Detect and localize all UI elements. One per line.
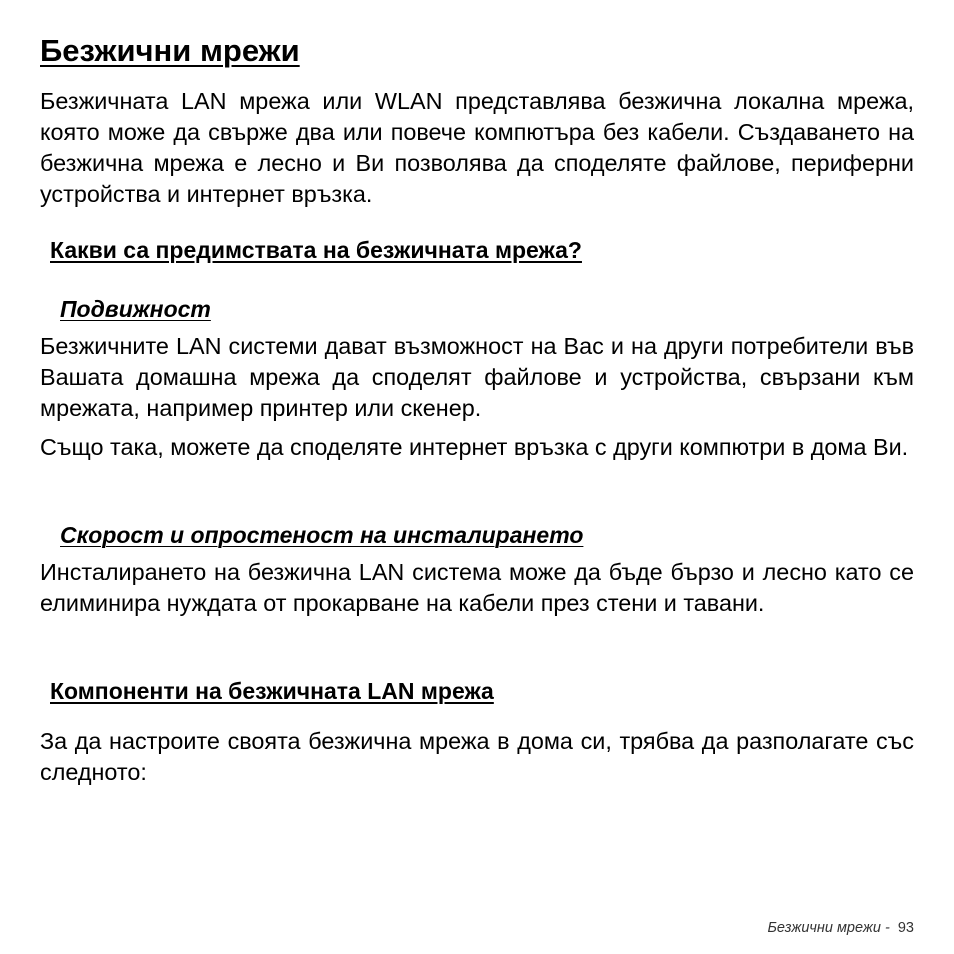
document-page [40,0,914,954]
page-footer [767,918,914,938]
mobility-paragraph-2: Също така, можете да споделяте интернет връзка с други компютри в дома Ви. [40,434,909,460]
speed-paragraph: Инсталирането на безжична LAN система може да бъде бързо и лесно като се елиминира нуждата от прокарване на кабели през стени и тавани. [40,559,914,616]
section-heading-components: Компоненти на безжичната LAN мрежа [50,678,494,704]
intro-paragraph: Безжичната LAN мрежа или WLAN представлява безжична локална мрежа, която може да свърже два или повече компютъра без кабели. Създаването на безжична мрежа е лесно и Ви позволява да споделяте файлове, периферни устройства и интернет връзка. [40,88,914,207]
footer-section-name: Безжични мрежи - [767,920,890,936]
subheading-speed: Скорост и опростеност на инсталирането [60,522,584,548]
page-title: Безжични мрежи [40,33,300,68]
section-heading-advantages: Какви са предимствата на безжичната мрежа? [50,237,582,263]
page-number: 93 [897,920,914,936]
mobility-paragraph-1: Безжичните LAN системи дават възможност на Вас и на други потребители във Вашата домашна мрежа да споделят файлове и устройства, свързани към мрежата, например принтер или скенер. [40,333,914,421]
components-paragraph: За да настроите своята безжична мрежа в дома си, трябва да разполагате със следното: [40,728,914,785]
subheading-mobility: Подвижност [60,296,211,322]
